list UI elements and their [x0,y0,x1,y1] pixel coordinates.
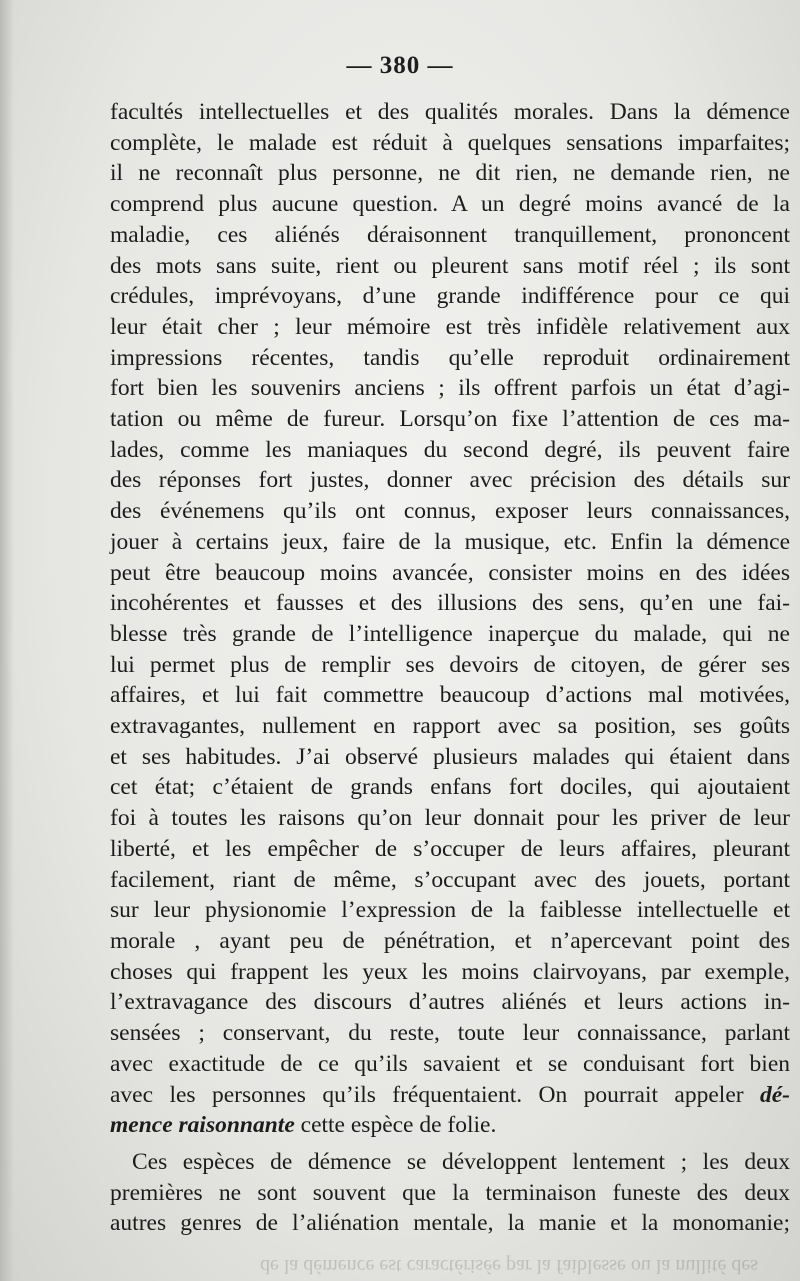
text-line: autres genres de l’aliénation mentale, la manie et la monomanie; [110,1210,790,1237]
paragraph-1 [110,97,790,1141]
text-line: des réponses fort justes, donner avec précision des détails sur [110,467,790,494]
text-line: tation ou même de fureur. Lorsqu’on fixe l’attention de ces ma- [110,406,790,433]
text-line: l’extravagance des discours d’autres aliénés et leurs actions in- [110,989,790,1016]
text-line-final [110,1110,790,1141]
text-line: maladie, ces aliénés déraisonnent tranquillement, prononcent [110,221,790,248]
italic-word-start: dé- [759,1081,790,1108]
text-line: sur leur physionomie l’expression de la faiblesse intellectuelle et [110,897,790,924]
text-line-main: avec les personnes qu’ils fréquentaient. On pourrait appeler [110,1081,744,1108]
text-line: impressions récentes, tandis qu’elle reproduit ordinairement [110,344,790,371]
text-line: affaires, et lui fait commettre beaucoup d’actions mal motivées, [110,682,790,709]
text-line [110,1080,790,1111]
text-line: leur était cher ; leur mémoire est très infidèle relativement aux [110,313,790,340]
text-line: des mots sans suite, rient ou pleurent sans motif réel ; ils sont [110,252,790,279]
paragraph-2 [110,1147,790,1239]
text-line: lades, comme les maniaques du second degré, ils peuvent faire [110,436,790,463]
text-line: blesse très grande de l’intelligence inaperçue du malade, qui ne [110,620,790,647]
bleed-through-text: de la démence est caractérisée par la faiblesse ou la nullité des [260,1255,759,1277]
page-number: — 380 — [346,52,454,79]
text-line: sensées ; conservant, du reste, toute leur connaissance, parlant [110,1020,790,1047]
text-line: complète, le malade est réduit à quelques sensations imparfaites; [110,129,790,156]
page-gutter-shadow [0,0,14,1281]
text-line: peut être beaucoup moins avancée, consister moins en des idées [110,559,790,586]
text-line: comprend plus aucune question. A un degré moins avancé de la [110,191,790,218]
text-line: lui permet plus de remplir ses devoirs de citoyen, de gérer ses [110,651,790,678]
text-line-rest: cette espèce de folie. [294,1112,497,1139]
text-line: crédules, imprévoyans, d’une grande indifférence pour ce qui [110,283,790,310]
text-line: facilement, riant de même, s’occupant avec des jouets, portant [110,866,790,893]
text-line: il ne reconnaît plus personne, ne dit rien, ne demande rien, ne [110,160,790,187]
body-text [110,97,790,1239]
text-line: facultés intellectuelles et des qualités morales. Dans la démence [110,99,790,125]
italic-term: mence raisonnante [110,1112,295,1139]
text-line: incohérentes et fausses et des illusions des sens, qu’en une fai- [110,590,790,617]
text-line: cet état; c’étaient de grands enfans fort dociles, qui ajoutaient [110,774,790,801]
text-line: Ces espèces de démence se développent lentement ; les deux [132,1148,790,1175]
text-line: extravagantes, nullement en rapport avec sa position, ses goûts [110,713,790,740]
text-line: choses qui frappent les yeux les moins clairvoyans, par exemple, [110,958,790,985]
text-line: des événemens qu’ils ont connus, exposer leurs connaissances, [110,498,790,525]
text-line: premières ne sont souvent que la terminaison funeste des deux [110,1179,790,1206]
text-line: liberté, et les empêcher de s’occuper de leurs affaires, pleurant [110,835,790,862]
text-line: avec exactitude de ce qu’ils savaient et se conduisant fort bien [110,1050,790,1077]
text-line: jouer à certains jeux, faire de la musique, etc. Enfin la démence [110,528,790,555]
text-line: et ses habitudes. J’ai observé plusieurs malades qui étaient dans [110,743,790,770]
text-line: morale , ayant peu de pénétration, et n’apercevant point des [110,927,790,954]
text-line: fort bien les souvenirs anciens ; ils offrent parfois un état d’agi- [110,375,790,402]
text-line: foi à toutes les raisons qu’on leur donnait pour les priver de leur [110,805,790,832]
